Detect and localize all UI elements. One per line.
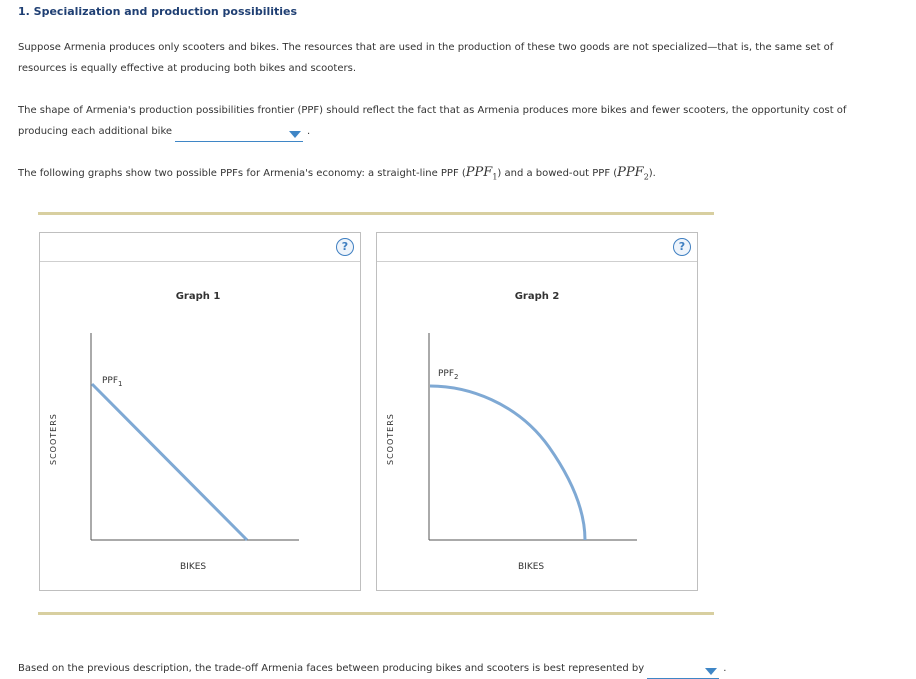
graph2-ppf-curve [430,386,585,540]
graph2-curve-label [438,369,459,381]
graph1-toolbar [40,233,360,262]
graph2-toolbar [377,233,697,262]
divider-top [38,212,714,215]
help-icon[interactable]: ? [673,238,691,256]
paragraph2-end: . [307,126,311,137]
paragraph3-text-b: ) and a bowed-out PPF ( [497,168,618,179]
help-icon[interactable]: ? [336,238,354,256]
graph2-x-axis-label: BIKES [518,562,545,572]
graph1-curve-label [102,376,123,388]
ppf2-math [617,165,649,180]
page-title: 1. Specialization and production possibilities [18,5,298,18]
graph1-panel [39,232,361,591]
graph1-plot [40,262,360,590]
graph1-ppf-line [92,384,247,540]
ppf2-math-sub: 2 [643,172,649,182]
graph2-panel [376,232,698,591]
graph2-plot [377,262,697,590]
ppf2-math-label: PPF [617,165,644,180]
graph1-curve-label-sub: 1 [118,379,123,388]
ppf1-math [466,165,498,180]
tradeoff-dropdown[interactable] [647,665,719,679]
paragraph2-text: The shape of Armenia's production possibilities frontier (PPF) should reflect the fact that as Armenia produces more bikes and fewer scooters, the opportunity cost of producing each additional bike [18,105,847,137]
graph2-y-axis-label: SCOOTERS [386,413,395,465]
opportunity-cost-paragraph [18,100,858,142]
graph2-curve-label-sub: 2 [454,372,459,381]
paragraph4-end: . [723,663,727,674]
graph1-curve-label-text: PPF [102,376,119,386]
chevron-down-icon [705,668,717,675]
graph1-y-axis-label: SCOOTERS [49,413,58,465]
paragraph3-text-a: The following graphs show two possible PPFs for Armenia's economy: a straight-line PPF ( [18,168,466,179]
ppf1-math-sub: 1 [492,172,498,182]
paragraph4-text: Based on the previous description, the trade-off Armenia faces between producing bikes and scooters is best represented by [18,663,645,674]
opportunity-cost-dropdown[interactable] [175,128,303,142]
divider-bottom [38,612,714,615]
chevron-down-icon [289,131,301,138]
intro-paragraph: Suppose Armenia produces only scooters and bikes. The resources that are used in the production of these two goods are not specialized—that is, the same set of resources is equally effective at producing both bikes and scooters. [18,42,834,74]
graphs-intro-paragraph [18,162,858,188]
graph2-title: Graph 2 [514,291,560,302]
graph1-x-axis-label: BIKES [180,562,207,572]
tradeoff-paragraph [18,658,898,679]
graph2-curve-label-text: PPF [438,369,455,379]
graph1-title: Graph 1 [175,291,221,302]
ppf1-math-label: PPF [465,165,493,180]
paragraph3-text-c: ). [648,168,656,179]
